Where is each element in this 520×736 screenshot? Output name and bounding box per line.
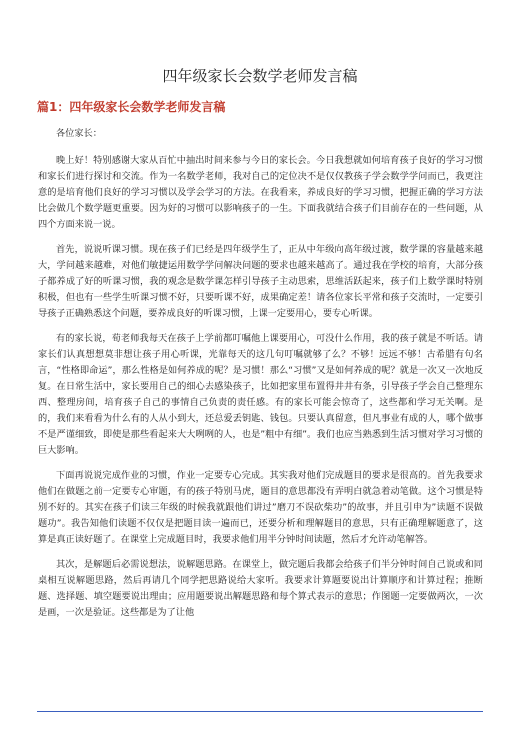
section-heading: 篇1：四年级家长会数学老师发言稿 bbox=[37, 100, 226, 114]
paragraph-homework-habit: 下面再说说完成作业的习惯，作业一定要专心完成。其实我对他们完成题目的要求是很高的。首先我要求他们在做题之前一定要专心审题，有的孩子特别马虎，题目的意思都没有弄明白就急着动笔做。这个习惯是特别不好的。其实在孩子们读三年级的时候我就跟他们讲过”磨刀不误砍柴功”的故事，并且引申为”读题不误做题功”。我告知他们读题不仅仅是把题目读一遍而已，还要分析和理解题目的意思，只有正确理解题意了，这算是真正读好题了。在课堂上完成题目时，我要求他们用半分钟时间读题，然后才允许动笔解答。 bbox=[38, 470, 483, 545]
paragraph-listening-habit: 首先，说说听课习惯。现在孩子们已经是四年级学生了，正从中年级向高年级过渡，数学课的容量越来越大，学问越来越难，对他们敏捷运用数学学问解决问题的要求也越来越高了。通过我在学校的培育，大部分孩子都养成了好的听课习惯，我的观念是数学课怎样引导孩子主动思索，思维活跃起来，孩子们上数学课时特别积极，但也有一些学生听课习惯不好，只要听课不好，成果确定差！请各位家长平常和孩子交流时，一定要引导孩子正确熟悉这个问题，要养成良好的听课习惯，上课一定要用心，要专心听课。 bbox=[38, 244, 483, 319]
document-body bbox=[38, 126, 483, 630]
paragraph-explain-thinking: 其次，是解题后必需说想法，说解题思路。在课堂上，做完题后我都会给孩子们半分钟时间自己说或和同桌相互说解题思路，然后再请几个同学把思路说给大家听。我要求计算题要说出计算顺序和计算过程；推断题、选择题、填空题要说出理由；应用题要说出解题思路和每个算式表示的意思；作图题一定要做两次，一次是画，一次是验证。这些都是为了让他 bbox=[38, 559, 483, 618]
bottom-divider bbox=[37, 711, 483, 712]
document-title: 四年级家长会数学老师发言稿 bbox=[162, 67, 358, 85]
salutation: 各位家长： bbox=[56, 128, 102, 139]
paragraph-greeting: 晚上好！特别感谢大家从百忙中抽出时间来参与今日的家长会。今日我想就如何培育孩子良好的学习习惯和家长们进行探讨和交流。作为一名数学老师，我对自己的定位决不是仅仅教孩子学会数学学问而已，我更注意的是培育他们良好的学习习惯以及学会学习的方法。在我看来，养成良好的学习习惯，把握正确的学习方法比会做几个数学题更重要。因为好的习惯可以影响孩子的一生。下面我就结合孩子们目前存在的一些问题，从四个方面来说一说。 bbox=[38, 155, 483, 230]
paragraph-parent-influence: 有的家长说，荀老师我每天在孩子上学前都叮嘱他上课要用心，可没什么作用，我的孩子就是不听话。请家长们认真想想莫非想让孩子用心听课，光靠每天的这几句叮嘱就够了么？不够！远远不够！古希腊有句名言，“性格即命运”，那么性格是如何养成的呢？是习惯！那么“习惯”又是如何养成的呢？就是一次又一次地反复。在日常生活中，家长要用自己的细心去感染孩子，比如把家里布置得井井有条，引导孩子学会自己整理东西、整理房间，培育孩子自己的事情自己负责的责任感。有的家长可能会惊奇了，这些都和学习无关啊。是的，我们来看看为什么有的人从小到大，还总爱丢钥匙、钱包。只要认真留意，但凡事业有成的人，哪个做事不是严谨细致，即使是那些看起来大大咧咧的人，也是”粗中有细”。我们也应当熟悉到生活习惯对学习习惯的巨大影响。 bbox=[38, 333, 483, 456]
